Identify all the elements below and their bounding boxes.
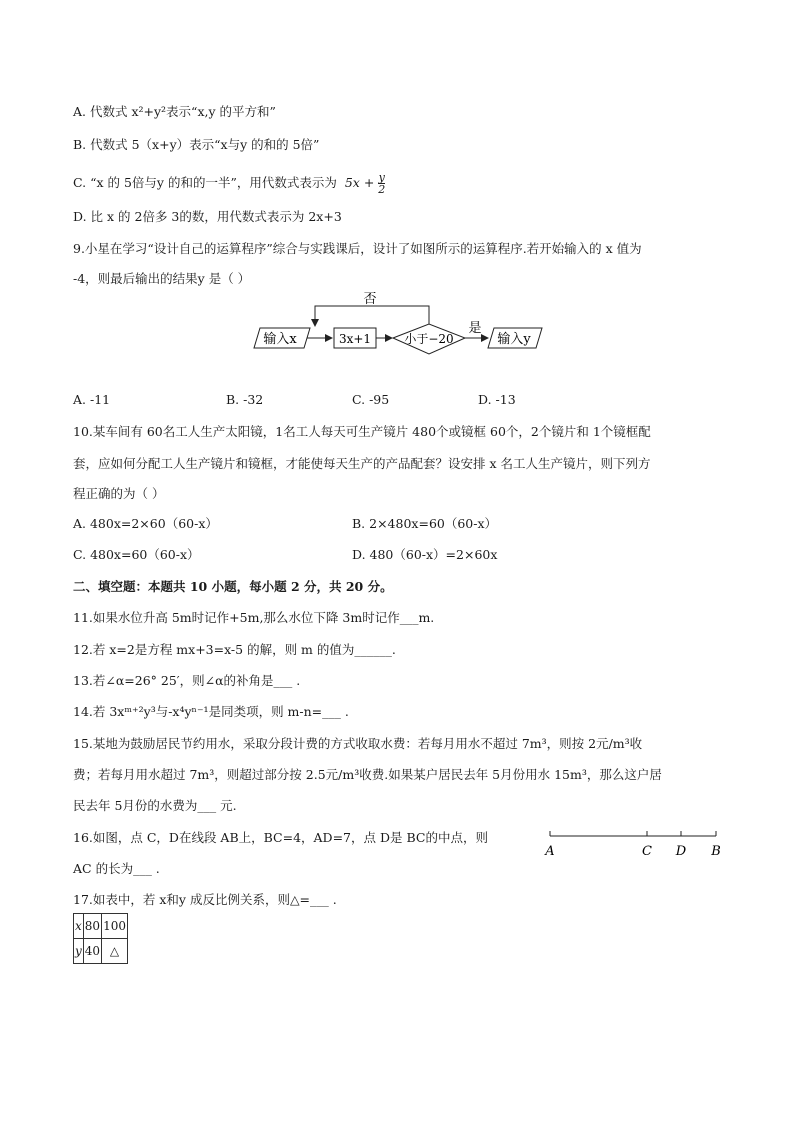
table-cell: △ xyxy=(102,939,128,964)
q17-table xyxy=(73,913,128,964)
q10-option-b: B. 2×480x=60（60-x） xyxy=(352,516,498,531)
point-a-label: A xyxy=(545,844,555,859)
table-cell: 40 xyxy=(83,939,101,964)
q9-flowchart xyxy=(0,292,794,362)
q13: 13.若∠α=26° 25′，则∠α的补角是___ . xyxy=(73,673,301,688)
q15-line2: 费；若每月用水超过 7m³，则超过部分按 2.5元/m³收费.如果某户居民去年 5月份用水 15m³，那么这户居 xyxy=(73,767,662,782)
q10-stem-line1: 10.某车间有 60名工人生产太阳镜，1名工人每天可生产镜片 480个或镜框 60个，2个镜片和 1个镜框配 xyxy=(73,424,651,439)
flow-loop-arrow xyxy=(315,306,429,326)
q16-line2: AC 的长为___ . xyxy=(73,861,160,876)
q9-option-b: B. -32 xyxy=(226,392,264,407)
q8-option-c xyxy=(73,172,385,195)
table-cell: y xyxy=(74,939,84,964)
section-2-heading: 二、填空题：本题共 10 小题，每小题 2 分，共 20 分。 xyxy=(73,579,393,594)
q16-segment-diagram xyxy=(540,826,740,866)
point-b-label: B xyxy=(711,844,721,859)
q16-line1: 16.如图，点 C，D在线段 AB上，BC=4，AD=7，点 D是 BC的中点，则 xyxy=(73,830,488,845)
q10-option-d: D. 480（60-x）=2×60x xyxy=(352,547,498,562)
q8-option-a: A. 代数式 x²+y²表示“x,y 的平方和” xyxy=(73,104,276,119)
q8-option-b: B. 代数式 5（x+y）表示“x与y 的和的 5倍” xyxy=(73,137,320,152)
flow-no-label: 否 xyxy=(363,292,377,307)
q9-stem-line1: 9.小星在学习“设计自己的运算程序”综合与实践课后，设计了如图所示的运算程序.若开始输入的 x 值为 xyxy=(73,241,642,256)
point-d-label: D xyxy=(675,844,687,859)
table-row xyxy=(74,939,128,964)
q10-option-a: A. 480x=2×60（60-x） xyxy=(73,516,218,531)
q8-option-c-formula: 5x + $\frac{y}{2}$ xyxy=(344,171,386,196)
q8-option-c-text: C. “x 的 5倍与y 的和的一半”，用代数式表示为 xyxy=(73,175,337,190)
q10-stem-line2: 套，应如何分配工人生产镜片和镜框，才能使每天生产的产品配套？设安排 x 名工人生产镜片，则下列方 xyxy=(73,456,651,471)
flow-output-label: 输入y xyxy=(497,332,531,347)
q10-option-c: C. 480x=60（60-x） xyxy=(73,547,200,562)
table-row xyxy=(74,914,128,939)
q11: 11.如果水位升高 5m时记作+5m,那么水位下降 3m时记作___m. xyxy=(73,610,435,625)
point-c-label: C xyxy=(642,844,652,859)
q9-option-d: D. -13 xyxy=(478,392,516,407)
flow-yes-label: 是 xyxy=(468,321,482,336)
q15-line3: 民去年 5月份的水费为___ 元. xyxy=(73,798,237,813)
flow-process-label: 3x+1 xyxy=(338,332,372,346)
q17: 17.如表中，若 x和y 成反比例关系，则△=___ . xyxy=(73,892,337,907)
table-cell: 100 xyxy=(102,914,128,939)
q14: 14.若 3xᵐ⁺²y³与-x⁴yⁿ⁻¹是同类项，则 m-n=___ . xyxy=(73,704,349,719)
q12: 12.若 x=2是方程 mx+3=x-5 的解，则 m 的值为______. xyxy=(73,642,396,657)
q10-stem-line3: 程正确的为（ ） xyxy=(73,486,165,501)
q8-option-d: D. 比 x 的 2倍多 3的数，用代数式表示为 2x+3 xyxy=(73,209,342,224)
table-cell: x xyxy=(74,914,84,939)
q15-line1: 15.某地为鼓励居民节约用水，采取分段计费的方式收取水费：若每月用水不超过 7m³，则按 2元/m³收 xyxy=(73,736,643,751)
q9-stem-line2: -4，则最后输出的结果y 是（ ） xyxy=(73,271,251,286)
flow-decision-label: 小于−20 xyxy=(404,332,454,346)
q9-option-a: A. -11 xyxy=(73,392,111,407)
table-cell: 80 xyxy=(83,914,101,939)
q9-option-c: C. -95 xyxy=(352,392,390,407)
flow-input-label: 输入x xyxy=(263,332,297,347)
